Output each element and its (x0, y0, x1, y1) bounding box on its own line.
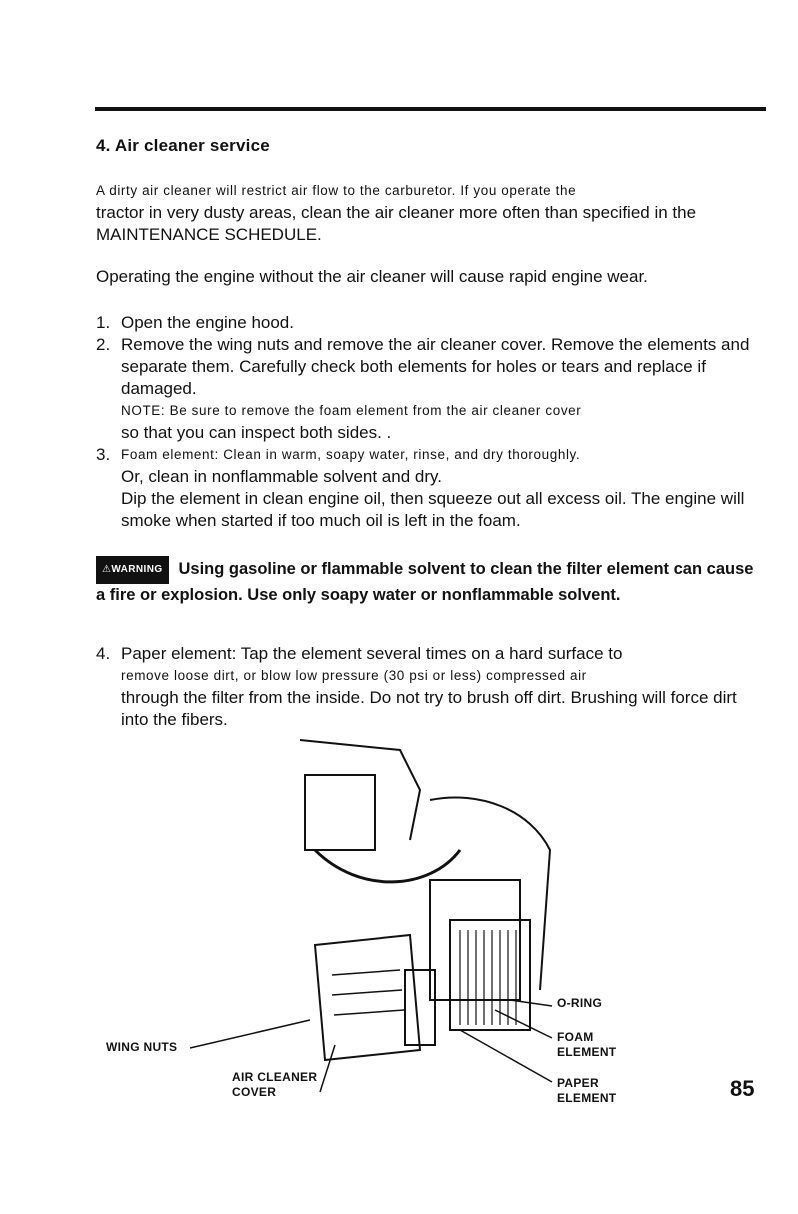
steps-list (96, 312, 766, 532)
label-paper: PAPER (557, 1076, 599, 1090)
note-text: NOTE: Be sure to remove the foam element from the air cleaner cover (121, 403, 582, 418)
list-item (96, 643, 766, 731)
step-number: 3. (96, 445, 111, 464)
note-continued: so that you can inspect both sides. . (121, 423, 392, 442)
step-text-continued: through the filter from the inside. Do not try to brush off dirt. Brushing will force dirt into the fibers. (121, 688, 737, 729)
list-item (96, 312, 766, 334)
step-text-continued: Dip the element in clean engine oil, then squeeze out all excess oil. The engine will smoke when started if too much oil is left in the foam. (121, 489, 745, 530)
step-text: Remove the wing nuts and remove the air cleaner cover. Remove the elements and separate them. Carefully check both elements for holes or tears and replace if damaged. (121, 335, 750, 398)
foam-element-shape (450, 920, 530, 1030)
pleats (460, 930, 516, 1025)
section-heading: 4. Air cleaner service (96, 136, 270, 155)
intro-line-1: A dirty air cleaner will restrict air flow to the carburetor. If you operate the (96, 183, 577, 198)
step-text-small: Foam element: Clean in warm, soapy water, rinse, and dry thoroughly. (121, 447, 581, 462)
warning-block (96, 556, 766, 606)
paper-element-shape (430, 880, 520, 1000)
housing-opening (305, 775, 375, 850)
steps-list-continued (96, 643, 766, 731)
label-foam-element: ELEMENT (557, 1045, 617, 1059)
step-number: 4. (96, 644, 111, 663)
header-rule (95, 107, 766, 111)
step-text: Or, clean in nonflammable solvent and dry. (121, 467, 442, 486)
label-o-ring: O-RING (557, 996, 603, 1010)
cover-slots (332, 970, 404, 1015)
hose (315, 850, 460, 882)
list-item (96, 444, 766, 532)
step-number: 2. (96, 335, 111, 354)
label-foam: FOAM (557, 1030, 594, 1044)
step-text: Open the engine hood. (121, 313, 294, 332)
label-cover: COVER (232, 1085, 277, 1099)
label-paper-element: ELEMENT (557, 1091, 617, 1105)
intro-line-2: tractor in very dusty areas, clean the air cleaner more often than specified in the MAINTENANCE SCHEDULE. (96, 203, 697, 244)
list-item (96, 334, 766, 400)
label-wing-nuts: WING NUTS (106, 1040, 178, 1054)
caution-paragraph: Operating the engine without the air cleaner will cause rapid engine wear. (96, 267, 648, 286)
page-number: 85 (730, 1076, 755, 1101)
step-text-small: remove loose dirt, or blow low pressure (30 psi or less) compressed air (121, 668, 587, 683)
step-text: Paper element: Tap the element several times on a hard surface to (121, 644, 623, 663)
intro-paragraph (96, 180, 766, 246)
housing-outline (300, 740, 420, 840)
frame-line (430, 797, 550, 990)
step-number: 1. (96, 313, 111, 332)
warning-badge: ⚠WARNING (96, 556, 169, 584)
warning-text: Using gasoline or flammable solvent to clean the filter element can cause a fire or explosion. Use only soapy water or nonflammable solvent. (96, 560, 754, 604)
label-air-cleaner: AIR CLEANER (232, 1070, 318, 1084)
list-item-note (96, 400, 766, 444)
